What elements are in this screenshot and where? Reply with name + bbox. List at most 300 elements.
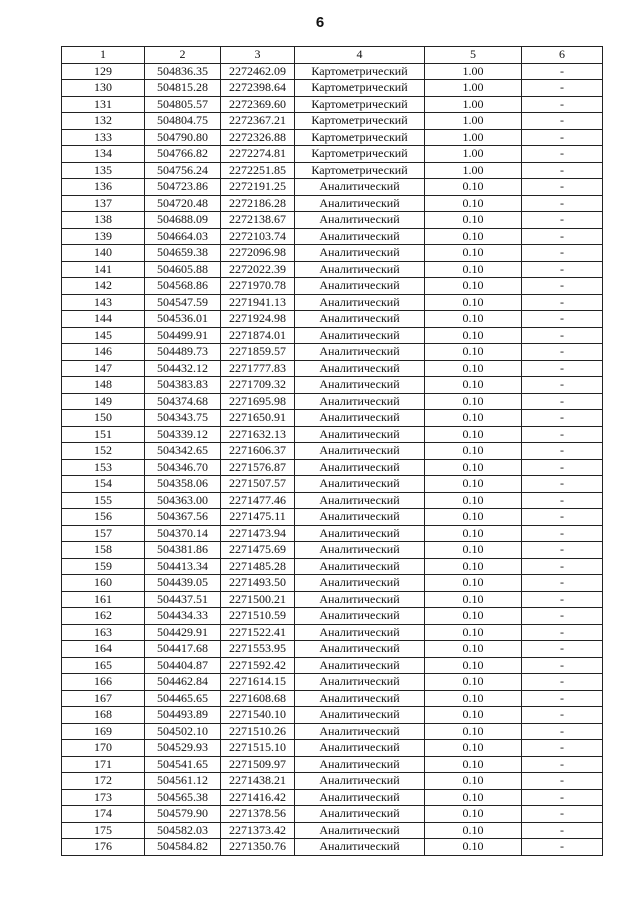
note-cell: - (522, 327, 603, 344)
point-number-cell: 147 (62, 360, 145, 377)
note-cell: - (522, 129, 603, 146)
accuracy-cell: 0.10 (425, 426, 522, 443)
point-number-cell: 138 (62, 212, 145, 229)
note-cell: - (522, 443, 603, 460)
method-cell: Картометрический (295, 96, 425, 113)
accuracy-cell: 1.00 (425, 96, 522, 113)
table-row (62, 509, 603, 526)
point-number-cell: 160 (62, 575, 145, 592)
x-coordinate-cell: 504766.82 (145, 146, 221, 163)
note-cell: - (522, 476, 603, 493)
table-row (62, 426, 603, 443)
note-cell: - (522, 344, 603, 361)
y-coordinate-cell: 2272022.39 (221, 261, 295, 278)
note-cell: - (522, 806, 603, 823)
accuracy-cell: 0.10 (425, 657, 522, 674)
note-cell: - (522, 492, 603, 509)
method-cell: Аналитический (295, 608, 425, 625)
y-coordinate-cell: 2271606.37 (221, 443, 295, 460)
table-row (62, 773, 603, 790)
point-number-cell: 132 (62, 113, 145, 130)
point-number-cell: 166 (62, 674, 145, 691)
accuracy-cell: 1.00 (425, 80, 522, 97)
note-cell: - (522, 195, 603, 212)
method-cell: Аналитический (295, 195, 425, 212)
point-number-cell: 136 (62, 179, 145, 196)
y-coordinate-cell: 2271485.28 (221, 558, 295, 575)
accuracy-cell: 0.10 (425, 509, 522, 526)
y-coordinate-cell: 2271614.15 (221, 674, 295, 691)
table-row (62, 278, 603, 295)
y-coordinate-cell: 2271350.76 (221, 839, 295, 856)
x-coordinate-cell: 504579.90 (145, 806, 221, 823)
method-cell: Аналитический (295, 657, 425, 674)
accuracy-cell: 0.10 (425, 624, 522, 641)
accuracy-cell: 0.10 (425, 558, 522, 575)
table-body (62, 63, 603, 855)
table-row (62, 624, 603, 641)
point-number-cell: 131 (62, 96, 145, 113)
table-row (62, 212, 603, 229)
x-coordinate-cell: 504529.93 (145, 740, 221, 757)
column-header: 4 (295, 47, 425, 64)
point-number-cell: 153 (62, 459, 145, 476)
x-coordinate-cell: 504381.86 (145, 542, 221, 559)
x-coordinate-cell: 504836.35 (145, 63, 221, 80)
table-row (62, 575, 603, 592)
method-cell: Аналитический (295, 261, 425, 278)
point-number-cell: 140 (62, 245, 145, 262)
point-number-cell: 149 (62, 393, 145, 410)
point-number-cell: 139 (62, 228, 145, 245)
accuracy-cell: 0.10 (425, 839, 522, 856)
method-cell: Аналитический (295, 294, 425, 311)
y-coordinate-cell: 2272251.85 (221, 162, 295, 179)
accuracy-cell: 0.10 (425, 707, 522, 724)
y-coordinate-cell: 2272096.98 (221, 245, 295, 262)
note-cell: - (522, 591, 603, 608)
note-cell: - (522, 608, 603, 625)
y-coordinate-cell: 2271510.26 (221, 723, 295, 740)
y-coordinate-cell: 2272138.67 (221, 212, 295, 229)
table-row (62, 789, 603, 806)
method-cell: Аналитический (295, 740, 425, 757)
method-cell: Аналитический (295, 327, 425, 344)
table-row (62, 608, 603, 625)
point-number-cell: 170 (62, 740, 145, 757)
y-coordinate-cell: 2271874.01 (221, 327, 295, 344)
point-number-cell: 133 (62, 129, 145, 146)
accuracy-cell: 0.10 (425, 806, 522, 823)
y-coordinate-cell: 2271608.68 (221, 690, 295, 707)
note-cell: - (522, 179, 603, 196)
note-cell: - (522, 674, 603, 691)
table-row (62, 822, 603, 839)
point-number-cell: 164 (62, 641, 145, 658)
accuracy-cell: 0.10 (425, 245, 522, 262)
note-cell: - (522, 360, 603, 377)
x-coordinate-cell: 504489.73 (145, 344, 221, 361)
y-coordinate-cell: 2271475.69 (221, 542, 295, 559)
accuracy-cell: 0.10 (425, 459, 522, 476)
accuracy-cell: 0.10 (425, 822, 522, 839)
point-number-cell: 135 (62, 162, 145, 179)
x-coordinate-cell: 504404.87 (145, 657, 221, 674)
y-coordinate-cell: 2271473.94 (221, 525, 295, 542)
note-cell: - (522, 146, 603, 163)
column-header: 1 (62, 47, 145, 64)
y-coordinate-cell: 2271373.42 (221, 822, 295, 839)
point-number-cell: 163 (62, 624, 145, 641)
x-coordinate-cell: 504664.03 (145, 228, 221, 245)
method-cell: Аналитический (295, 509, 425, 526)
accuracy-cell: 1.00 (425, 113, 522, 130)
method-cell: Аналитический (295, 344, 425, 361)
x-coordinate-cell: 504367.56 (145, 509, 221, 526)
table-row (62, 377, 603, 394)
accuracy-cell: 0.10 (425, 311, 522, 328)
x-coordinate-cell: 504374.68 (145, 393, 221, 410)
accuracy-cell: 0.10 (425, 525, 522, 542)
table-row (62, 839, 603, 856)
table-row (62, 443, 603, 460)
method-cell: Картометрический (295, 113, 425, 130)
note-cell: - (522, 756, 603, 773)
x-coordinate-cell: 504720.48 (145, 195, 221, 212)
y-coordinate-cell: 2272369.60 (221, 96, 295, 113)
method-cell: Картометрический (295, 129, 425, 146)
point-number-cell: 154 (62, 476, 145, 493)
y-coordinate-cell: 2272186.28 (221, 195, 295, 212)
point-number-cell: 137 (62, 195, 145, 212)
x-coordinate-cell: 504804.75 (145, 113, 221, 130)
note-cell: - (522, 641, 603, 658)
note-cell: - (522, 113, 603, 130)
y-coordinate-cell: 2272398.64 (221, 80, 295, 97)
table-row (62, 641, 603, 658)
method-cell: Аналитический (295, 542, 425, 559)
x-coordinate-cell: 504582.03 (145, 822, 221, 839)
coordinates-table (61, 46, 603, 856)
point-number-cell: 155 (62, 492, 145, 509)
method-cell: Аналитический (295, 377, 425, 394)
y-coordinate-cell: 2272103.74 (221, 228, 295, 245)
accuracy-cell: 0.10 (425, 608, 522, 625)
note-cell: - (522, 839, 603, 856)
point-number-cell: 158 (62, 542, 145, 559)
note-cell: - (522, 410, 603, 427)
point-number-cell: 162 (62, 608, 145, 625)
point-number-cell: 141 (62, 261, 145, 278)
method-cell: Аналитический (295, 476, 425, 493)
y-coordinate-cell: 2271859.57 (221, 344, 295, 361)
method-cell: Аналитический (295, 839, 425, 856)
point-number-cell: 143 (62, 294, 145, 311)
note-cell: - (522, 261, 603, 278)
note-cell: - (522, 525, 603, 542)
table-row (62, 459, 603, 476)
note-cell: - (522, 723, 603, 740)
column-header: 5 (425, 47, 522, 64)
accuracy-cell: 0.10 (425, 228, 522, 245)
x-coordinate-cell: 504565.38 (145, 789, 221, 806)
point-number-cell: 172 (62, 773, 145, 790)
note-cell: - (522, 657, 603, 674)
y-coordinate-cell: 2272367.21 (221, 113, 295, 130)
y-coordinate-cell: 2271576.87 (221, 459, 295, 476)
table-row (62, 723, 603, 740)
y-coordinate-cell: 2271510.59 (221, 608, 295, 625)
y-coordinate-cell: 2271941.13 (221, 294, 295, 311)
table-row (62, 410, 603, 427)
point-number-cell: 159 (62, 558, 145, 575)
column-header: 3 (221, 47, 295, 64)
table-row (62, 228, 603, 245)
note-cell: - (522, 294, 603, 311)
y-coordinate-cell: 2271540.10 (221, 707, 295, 724)
point-number-cell: 130 (62, 80, 145, 97)
table-row (62, 113, 603, 130)
x-coordinate-cell: 504561.12 (145, 773, 221, 790)
point-number-cell: 176 (62, 839, 145, 856)
x-coordinate-cell: 504429.91 (145, 624, 221, 641)
point-number-cell: 169 (62, 723, 145, 740)
table-row (62, 344, 603, 361)
accuracy-cell: 0.10 (425, 575, 522, 592)
accuracy-cell: 0.10 (425, 344, 522, 361)
accuracy-cell: 0.10 (425, 261, 522, 278)
note-cell: - (522, 63, 603, 80)
x-coordinate-cell: 504439.05 (145, 575, 221, 592)
method-cell: Аналитический (295, 575, 425, 592)
x-coordinate-cell: 504568.86 (145, 278, 221, 295)
method-cell: Аналитический (295, 492, 425, 509)
table-row (62, 674, 603, 691)
table-row (62, 294, 603, 311)
method-cell: Аналитический (295, 624, 425, 641)
x-coordinate-cell: 504417.68 (145, 641, 221, 658)
accuracy-cell: 0.10 (425, 476, 522, 493)
accuracy-cell: 0.10 (425, 723, 522, 740)
table-row (62, 740, 603, 757)
accuracy-cell: 0.10 (425, 443, 522, 460)
point-number-cell: 134 (62, 146, 145, 163)
y-coordinate-cell: 2271475.11 (221, 509, 295, 526)
x-coordinate-cell: 504343.75 (145, 410, 221, 427)
accuracy-cell: 0.10 (425, 756, 522, 773)
x-coordinate-cell: 504434.33 (145, 608, 221, 625)
method-cell: Картометрический (295, 63, 425, 80)
note-cell: - (522, 228, 603, 245)
x-coordinate-cell: 504346.70 (145, 459, 221, 476)
method-cell: Аналитический (295, 245, 425, 262)
table-row (62, 657, 603, 674)
accuracy-cell: 1.00 (425, 129, 522, 146)
y-coordinate-cell: 2271777.83 (221, 360, 295, 377)
table-row (62, 195, 603, 212)
point-number-cell: 165 (62, 657, 145, 674)
method-cell: Аналитический (295, 707, 425, 724)
y-coordinate-cell: 2271709.32 (221, 377, 295, 394)
accuracy-cell: 0.10 (425, 740, 522, 757)
method-cell: Аналитический (295, 558, 425, 575)
y-coordinate-cell: 2271553.95 (221, 641, 295, 658)
method-cell: Аналитический (295, 311, 425, 328)
y-coordinate-cell: 2272462.09 (221, 63, 295, 80)
method-cell: Аналитический (295, 641, 425, 658)
note-cell: - (522, 690, 603, 707)
table-header-row (62, 47, 603, 64)
note-cell: - (522, 822, 603, 839)
y-coordinate-cell: 2272326.88 (221, 129, 295, 146)
point-number-cell: 168 (62, 707, 145, 724)
method-cell: Аналитический (295, 179, 425, 196)
table-row (62, 707, 603, 724)
note-cell: - (522, 459, 603, 476)
x-coordinate-cell: 504342.65 (145, 443, 221, 460)
y-coordinate-cell: 2272191.25 (221, 179, 295, 196)
y-coordinate-cell: 2271509.97 (221, 756, 295, 773)
accuracy-cell: 0.10 (425, 278, 522, 295)
column-header: 2 (145, 47, 221, 64)
method-cell: Картометрический (295, 162, 425, 179)
x-coordinate-cell: 504536.01 (145, 311, 221, 328)
point-number-cell: 145 (62, 327, 145, 344)
accuracy-cell: 0.10 (425, 377, 522, 394)
accuracy-cell: 1.00 (425, 162, 522, 179)
method-cell: Аналитический (295, 822, 425, 839)
x-coordinate-cell: 504493.89 (145, 707, 221, 724)
x-coordinate-cell: 504723.86 (145, 179, 221, 196)
method-cell: Аналитический (295, 212, 425, 229)
x-coordinate-cell: 504805.57 (145, 96, 221, 113)
table-row (62, 360, 603, 377)
method-cell: Аналитический (295, 674, 425, 691)
x-coordinate-cell: 504358.06 (145, 476, 221, 493)
accuracy-cell: 0.10 (425, 179, 522, 196)
table-row (62, 162, 603, 179)
accuracy-cell: 0.10 (425, 773, 522, 790)
table-row (62, 542, 603, 559)
table-row (62, 558, 603, 575)
table-row (62, 129, 603, 146)
method-cell: Аналитический (295, 723, 425, 740)
method-cell: Аналитический (295, 228, 425, 245)
table-row (62, 311, 603, 328)
x-coordinate-cell: 504790.80 (145, 129, 221, 146)
table-row (62, 80, 603, 97)
table-row (62, 63, 603, 80)
table-row (62, 245, 603, 262)
note-cell: - (522, 740, 603, 757)
note-cell: - (522, 707, 603, 724)
accuracy-cell: 0.10 (425, 591, 522, 608)
note-cell: - (522, 558, 603, 575)
x-coordinate-cell: 504383.83 (145, 377, 221, 394)
y-coordinate-cell: 2271515.10 (221, 740, 295, 757)
table-row (62, 146, 603, 163)
point-number-cell: 167 (62, 690, 145, 707)
table-row (62, 261, 603, 278)
y-coordinate-cell: 2271632.13 (221, 426, 295, 443)
point-number-cell: 175 (62, 822, 145, 839)
note-cell: - (522, 245, 603, 262)
table-row (62, 756, 603, 773)
method-cell: Картометрический (295, 80, 425, 97)
y-coordinate-cell: 2271378.56 (221, 806, 295, 823)
method-cell: Аналитический (295, 789, 425, 806)
note-cell: - (522, 311, 603, 328)
method-cell: Аналитический (295, 756, 425, 773)
accuracy-cell: 0.10 (425, 542, 522, 559)
y-coordinate-cell: 2271416.42 (221, 789, 295, 806)
method-cell: Аналитический (295, 773, 425, 790)
accuracy-cell: 1.00 (425, 63, 522, 80)
note-cell: - (522, 162, 603, 179)
page-number: 6 (315, 14, 325, 31)
x-coordinate-cell: 504688.09 (145, 212, 221, 229)
y-coordinate-cell: 2271695.98 (221, 393, 295, 410)
note-cell: - (522, 426, 603, 443)
accuracy-cell: 0.10 (425, 327, 522, 344)
accuracy-cell: 1.00 (425, 146, 522, 163)
point-number-cell: 171 (62, 756, 145, 773)
accuracy-cell: 0.10 (425, 195, 522, 212)
x-coordinate-cell: 504815.28 (145, 80, 221, 97)
table-row (62, 492, 603, 509)
y-coordinate-cell: 2271493.50 (221, 575, 295, 592)
x-coordinate-cell: 504370.14 (145, 525, 221, 542)
method-cell: Картометрический (295, 146, 425, 163)
accuracy-cell: 0.10 (425, 641, 522, 658)
accuracy-cell: 0.10 (425, 690, 522, 707)
y-coordinate-cell: 2271970.78 (221, 278, 295, 295)
method-cell: Аналитический (295, 426, 425, 443)
y-coordinate-cell: 2271477.46 (221, 492, 295, 509)
x-coordinate-cell: 504502.10 (145, 723, 221, 740)
table-row (62, 179, 603, 196)
accuracy-cell: 0.10 (425, 789, 522, 806)
point-number-cell: 150 (62, 410, 145, 427)
method-cell: Аналитический (295, 360, 425, 377)
note-cell: - (522, 542, 603, 559)
point-number-cell: 156 (62, 509, 145, 526)
accuracy-cell: 0.10 (425, 360, 522, 377)
note-cell: - (522, 773, 603, 790)
table-row (62, 690, 603, 707)
y-coordinate-cell: 2271924.98 (221, 311, 295, 328)
note-cell: - (522, 789, 603, 806)
point-number-cell: 151 (62, 426, 145, 443)
x-coordinate-cell: 504605.88 (145, 261, 221, 278)
x-coordinate-cell: 504437.51 (145, 591, 221, 608)
method-cell: Аналитический (295, 393, 425, 410)
note-cell: - (522, 377, 603, 394)
y-coordinate-cell: 2271500.21 (221, 591, 295, 608)
x-coordinate-cell: 504584.82 (145, 839, 221, 856)
x-coordinate-cell: 504547.59 (145, 294, 221, 311)
note-cell: - (522, 96, 603, 113)
x-coordinate-cell: 504432.12 (145, 360, 221, 377)
method-cell: Аналитический (295, 278, 425, 295)
point-number-cell: 161 (62, 591, 145, 608)
point-number-cell: 174 (62, 806, 145, 823)
point-number-cell: 144 (62, 311, 145, 328)
x-coordinate-cell: 504659.38 (145, 245, 221, 262)
method-cell: Аналитический (295, 459, 425, 476)
note-cell: - (522, 393, 603, 410)
point-number-cell: 148 (62, 377, 145, 394)
